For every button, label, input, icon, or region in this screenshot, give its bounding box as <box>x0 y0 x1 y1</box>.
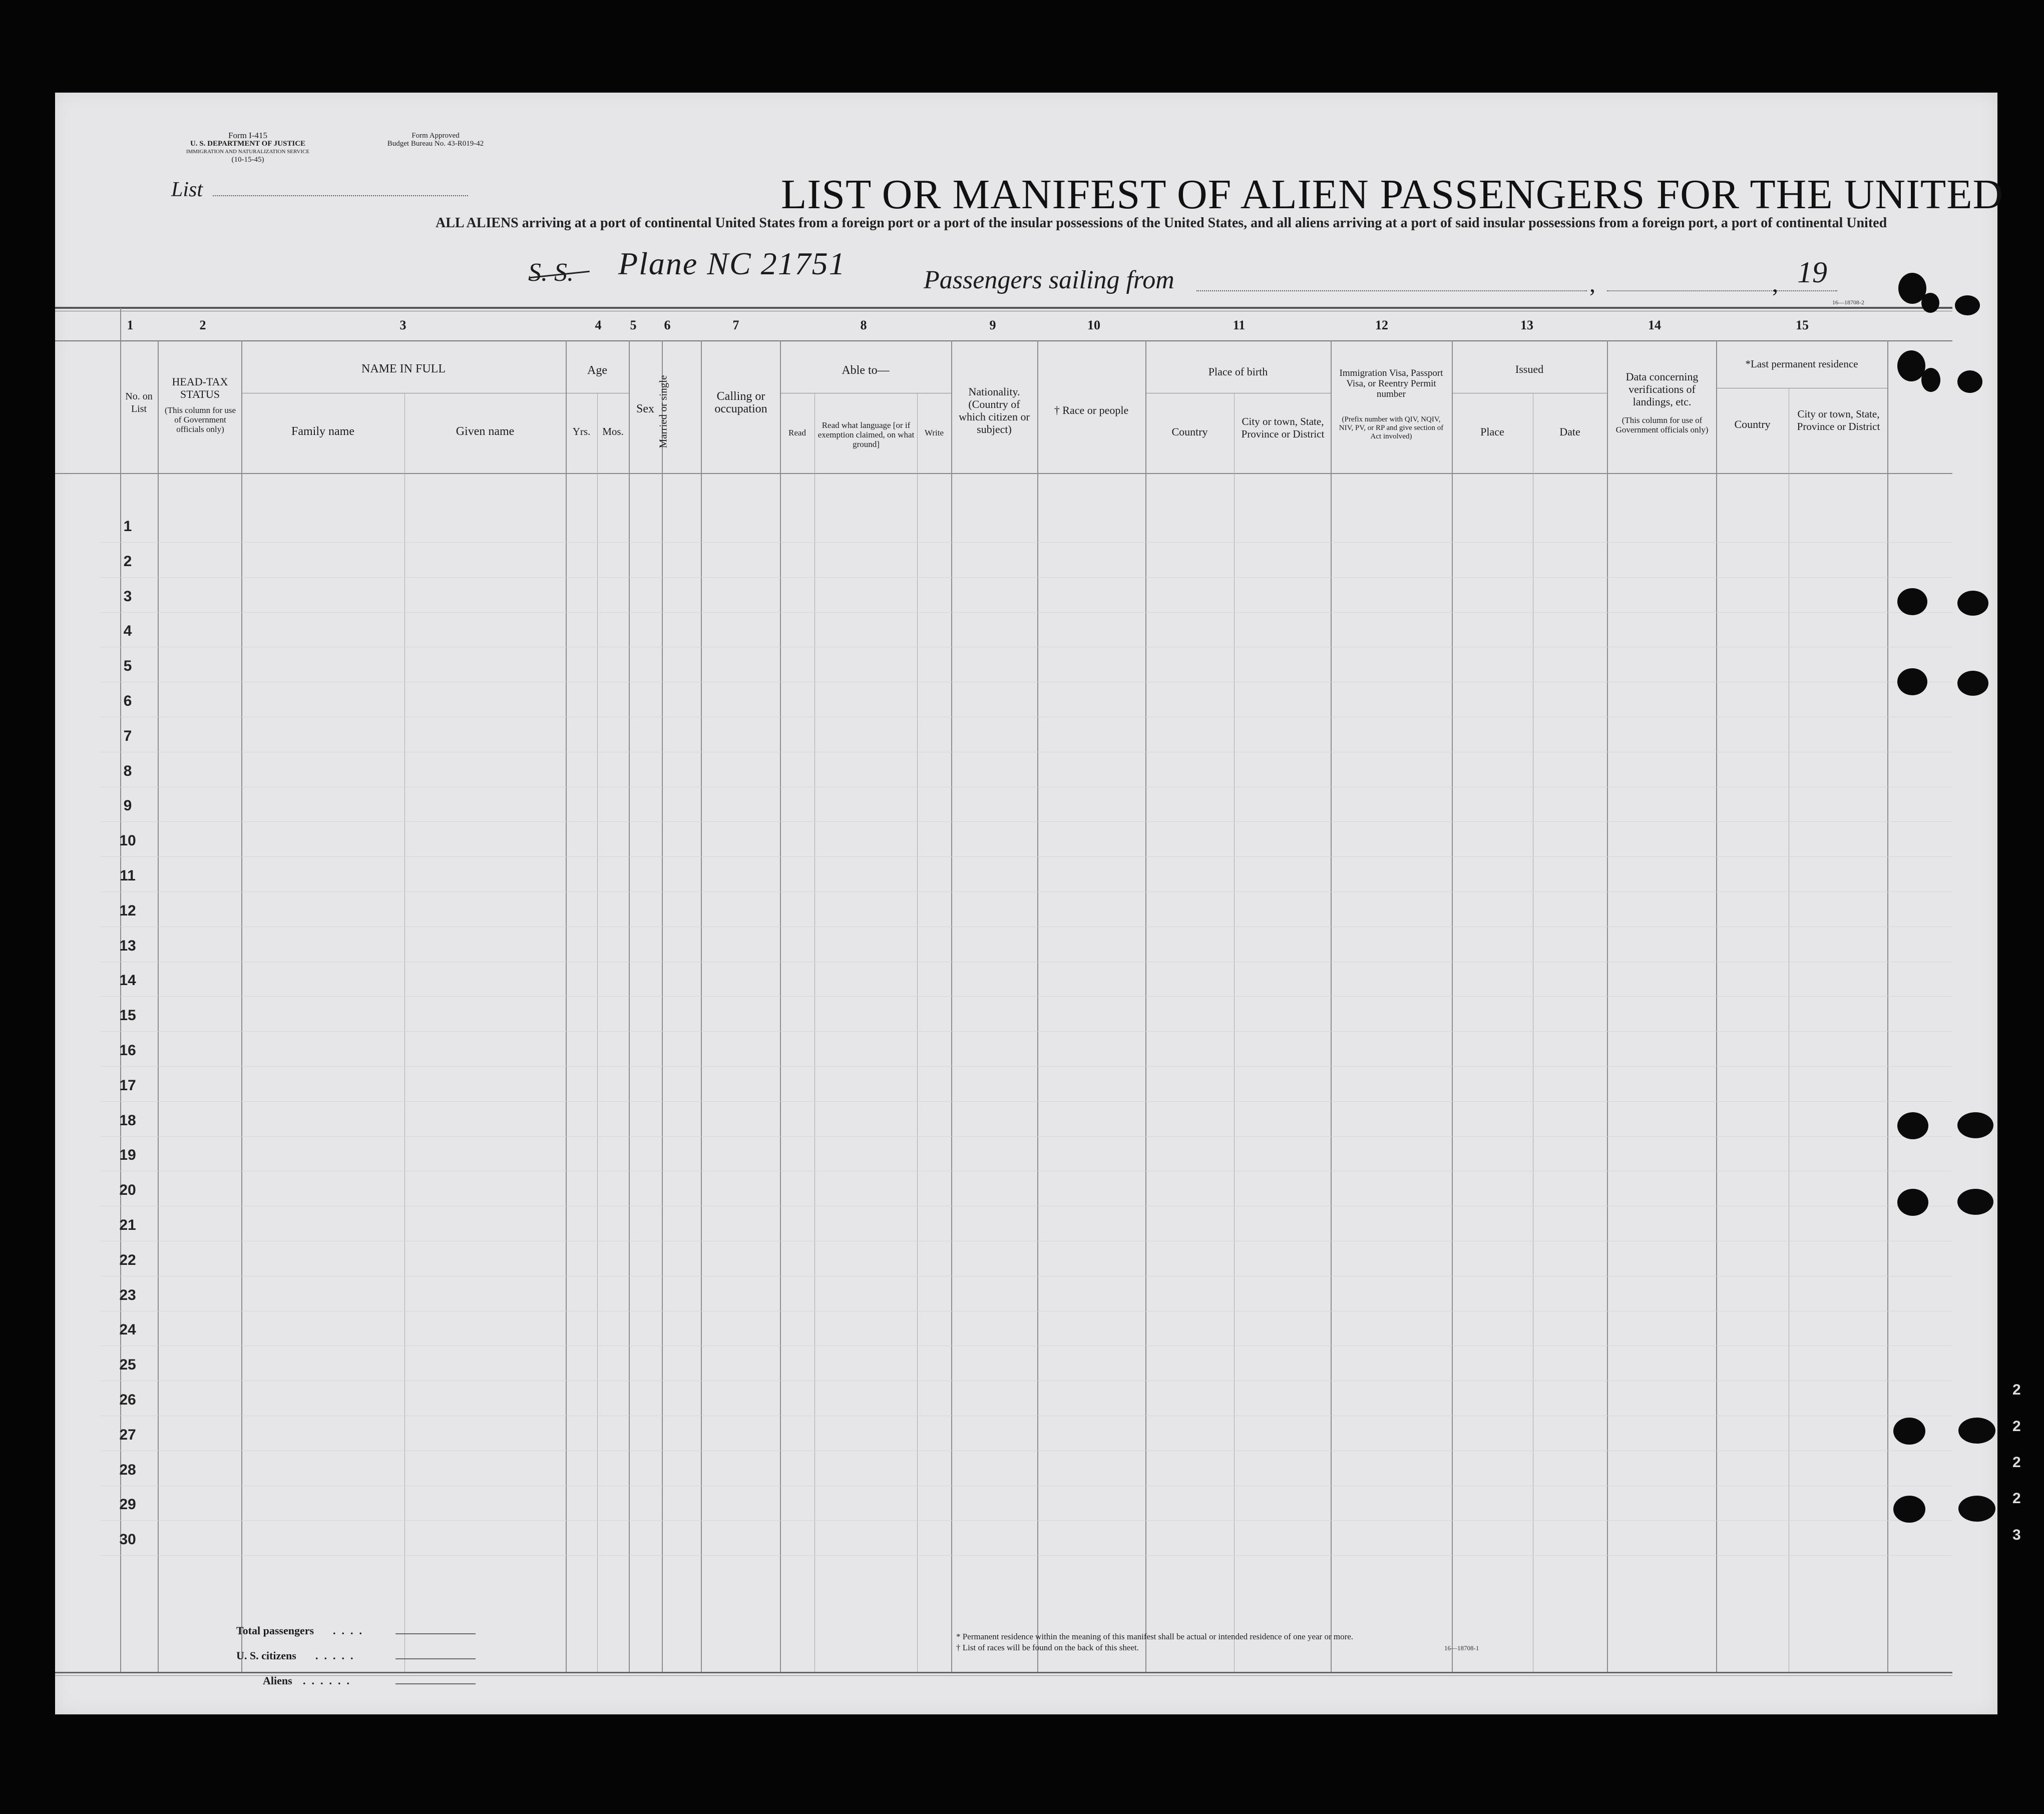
vessel-prefix: S. S. <box>528 258 574 287</box>
row-number: 22 <box>119 1252 136 1268</box>
header-age-mos: Mos. <box>602 425 624 437</box>
col-num-8: 8 <box>860 318 867 332</box>
row-rule <box>100 1345 1952 1346</box>
department-name: U. S. DEPARTMENT OF JUSTICE <box>190 140 306 148</box>
row-number: 7 <box>123 728 132 744</box>
header-head-tax-note: (This column for use of Government officials only) <box>164 405 236 434</box>
col-divider <box>951 340 952 1672</box>
col-divider <box>597 393 598 1672</box>
manifest-sheet <box>55 93 2004 1714</box>
header-visa-note: (Prefix number with QIV, NQIV, NIV, PV, or RP and give section of Act involved) <box>1339 415 1444 440</box>
form-number: Form I-415 <box>228 131 267 140</box>
row-number: 6 <box>123 693 132 709</box>
punch-hole <box>1957 591 1988 616</box>
row-rule <box>100 1136 1952 1137</box>
top-rule <box>55 307 1952 309</box>
sailing-port-line <box>1196 290 1587 291</box>
page-title: LIST OR MANIFEST OF ALIEN PASSENGERS FOR THE UNITED <box>781 171 2004 218</box>
row-number: 12 <box>119 902 136 919</box>
us-citizens-label: U. S. citizens <box>236 1649 296 1662</box>
page-subtitle: ALL ALIENS arriving at a port of continental United States from a foreign port or a port of the insular possessions of the United States, and all aliens arriving at a port of said insular possessions from a foreign port, a port of continental United <box>436 215 1887 231</box>
header-last-residence: *Last permanent residence <box>1745 358 1858 370</box>
punch-hole <box>1955 295 1980 315</box>
col-num-5: 5 <box>630 318 637 332</box>
row-number: 27 <box>119 1427 136 1443</box>
row-number: 13 <box>119 938 136 954</box>
col-divider <box>158 340 159 1672</box>
col-divider <box>1234 393 1235 1672</box>
header-issued-date: Date <box>1559 425 1580 438</box>
punch-hole <box>1893 1496 1925 1523</box>
sailing-day-line <box>1607 290 1837 291</box>
approval-block <box>360 132 511 148</box>
column-number-rule <box>55 340 1952 341</box>
header-able-to: Able to— <box>842 364 890 377</box>
budget-bureau: Budget Bureau No. 43-R019-42 <box>387 140 484 148</box>
us-citizens-dots: ..... <box>315 1649 359 1662</box>
form-approved: Form Approved <box>412 132 460 140</box>
punch-hole <box>1897 1112 1928 1139</box>
row-number: 20 <box>119 1182 136 1198</box>
row-rule <box>100 1101 1952 1102</box>
punch-hole <box>1958 1418 1995 1444</box>
row-rule <box>100 1555 1952 1556</box>
punch-hole <box>1957 370 1982 393</box>
aliens-label: Aliens <box>263 1674 292 1687</box>
col-divider <box>1887 340 1888 1672</box>
header-calling: Calling or occupation <box>714 390 767 415</box>
edge-number: 3 <box>2012 1527 2021 1543</box>
aliens-dots: ...... <box>303 1674 355 1687</box>
header-married-single: Married or single <box>657 375 669 448</box>
header-head-tax: HEAD-TAX STATUS <box>172 375 228 400</box>
bottom-rule <box>55 1672 1952 1673</box>
header-verification-note: (This column for use of Government officials only) <box>1615 415 1709 434</box>
punch-hole <box>1957 1189 1993 1215</box>
service-name: IMMIGRATION AND NATURALIZATION SERVICE <box>186 149 310 155</box>
header-age-yrs: Yrs. <box>572 425 591 437</box>
row-number: 8 <box>123 763 132 779</box>
col-num-14: 14 <box>1648 318 1661 332</box>
row-rule <box>100 996 1952 997</box>
punch-hole <box>1957 1112 1993 1138</box>
header-issued: Issued <box>1515 363 1544 375</box>
col-num-9: 9 <box>989 318 996 332</box>
total-passengers-dots: .... <box>333 1624 368 1637</box>
col-divider <box>566 340 567 1672</box>
header-birth-city: City or town, State, Province or District <box>1241 415 1325 440</box>
header-residence-country: Country <box>1734 418 1771 430</box>
header-nationality: Nationality. (Country of which citizen or subject) <box>959 385 1030 435</box>
header-read: Read <box>788 428 806 437</box>
row-number: 9 <box>123 797 132 814</box>
row-number: 18 <box>119 1112 136 1129</box>
us-citizens-line <box>395 1658 476 1659</box>
col-num-13: 13 <box>1520 318 1533 332</box>
note-race-list: † List of races will be found on the back of this sheet. <box>956 1643 1139 1652</box>
header-bottom-rule <box>55 473 1952 474</box>
col-divider <box>662 340 663 1672</box>
row-number: 17 <box>119 1077 136 1094</box>
col-num-10: 10 <box>1087 318 1100 332</box>
row-rule <box>100 1066 1952 1067</box>
col-divider <box>1452 340 1453 1672</box>
col-num-6: 6 <box>664 318 671 332</box>
header-sex: Sex <box>636 402 654 415</box>
row-rule <box>100 612 1952 613</box>
col-num-1: 1 <box>127 318 134 332</box>
col-divider <box>917 393 918 1672</box>
punch-hole <box>1897 588 1927 615</box>
col-divider <box>1716 340 1717 1672</box>
list-number-line <box>213 195 468 196</box>
punch-hole <box>1921 293 1939 313</box>
header-no-on-list: No. on List <box>125 391 153 414</box>
note-permanent-residence: * Permanent residence within the meaning of this manifest shall be actual or intended residence of one year or more. <box>956 1632 1354 1641</box>
col-divider <box>1331 340 1332 1672</box>
col-divider <box>780 340 781 1672</box>
row-number: 15 <box>119 1007 136 1024</box>
row-number: 23 <box>119 1287 136 1303</box>
header-given-name: Given name <box>456 425 515 438</box>
edge-number: 2 <box>2012 1490 2021 1507</box>
year-prefix: 19 <box>1797 256 1827 289</box>
row-rule <box>100 542 1952 543</box>
row-number: 26 <box>119 1392 136 1408</box>
header-place-of-birth: Place of birth <box>1208 365 1268 378</box>
aliens-line <box>395 1683 476 1684</box>
punch-hole <box>1897 668 1927 695</box>
row-number: 1 <box>123 518 132 535</box>
col-divider <box>629 340 630 1672</box>
row-rule <box>100 1520 1952 1521</box>
total-passengers-line <box>395 1633 476 1634</box>
punch-hole <box>1893 1418 1925 1445</box>
punch-hole <box>1897 1189 1928 1216</box>
vessel-handwritten: Plane NC 21751 <box>618 246 846 281</box>
header-race: † Race or people <box>1054 404 1129 416</box>
row-number: 5 <box>123 658 132 674</box>
header-issued-place: Place <box>1480 425 1504 438</box>
header-residence-city: City or town, State, Province or District <box>1797 408 1880 432</box>
row-rule <box>100 821 1952 822</box>
header-name-in-full: NAME IN FULL <box>361 362 446 375</box>
row-number: 10 <box>119 832 136 849</box>
row-number: 30 <box>119 1531 136 1548</box>
col-divider <box>404 393 405 1672</box>
row-number: 2 <box>123 553 132 570</box>
col-num-2: 2 <box>199 318 206 332</box>
header-write: Write <box>924 428 944 437</box>
row-number: 11 <box>120 867 136 884</box>
comma-1: , <box>1589 271 1595 297</box>
row-rule <box>100 856 1952 857</box>
row-number: 3 <box>123 588 132 605</box>
row-number: 25 <box>119 1356 136 1373</box>
col-num-4: 4 <box>595 318 602 332</box>
row-rule <box>100 891 1952 892</box>
edge-number: 2 <box>2012 1382 2021 1398</box>
row-rule <box>100 577 1952 578</box>
col-num-3: 3 <box>399 318 406 332</box>
edge-number: 2 <box>2012 1454 2021 1471</box>
row-number: 14 <box>119 972 136 989</box>
col-num-12: 12 <box>1375 318 1388 332</box>
col-divider <box>1037 340 1038 1672</box>
col-divider <box>241 340 242 1672</box>
col-num-11: 11 <box>1233 318 1246 332</box>
col-divider <box>1607 340 1608 1672</box>
punch-hole <box>1957 671 1988 696</box>
row-number: 29 <box>119 1496 136 1513</box>
form-id-block <box>163 132 333 164</box>
row-number: 21 <box>119 1217 136 1233</box>
form-date: (10-15-45) <box>231 156 264 164</box>
punch-hole <box>1921 368 1940 392</box>
row-number: 28 <box>119 1462 136 1478</box>
edge-number: 2 <box>2012 1418 2021 1435</box>
footer-stamp: 16—18708-1 <box>1444 1644 1479 1652</box>
row-number: 24 <box>119 1321 136 1338</box>
header-visa: Immigration Visa, Passport Visa, or Reentry Permit number <box>1339 368 1443 399</box>
punch-hole <box>1958 1496 1995 1522</box>
row-rule <box>100 1031 1952 1032</box>
total-passengers-label: Total passengers <box>236 1624 314 1637</box>
col-divider <box>1145 340 1146 1672</box>
sailing-from-label: Passengers sailing from <box>924 266 1174 294</box>
col-num-7: 7 <box>732 318 739 332</box>
row-number: 16 <box>119 1042 136 1059</box>
header-read-language: Read what language [or if exemption claimed, on what ground] <box>817 420 915 449</box>
header-verification: Data concerning verifications of landings, etc. <box>1625 370 1699 408</box>
list-label: List <box>171 178 203 201</box>
header-birth-country: Country <box>1171 425 1208 438</box>
col-num-15: 15 <box>1796 318 1809 332</box>
header-family-name: Family name <box>291 425 354 438</box>
row-number: 19 <box>119 1147 136 1163</box>
col-divider <box>701 340 702 1672</box>
top-stamp: 16—18708-2 <box>1832 299 1864 306</box>
col-divider <box>814 393 815 1672</box>
row-number: 4 <box>123 623 132 639</box>
comma-2: , <box>1772 271 1778 297</box>
header-age: Age <box>587 364 607 377</box>
